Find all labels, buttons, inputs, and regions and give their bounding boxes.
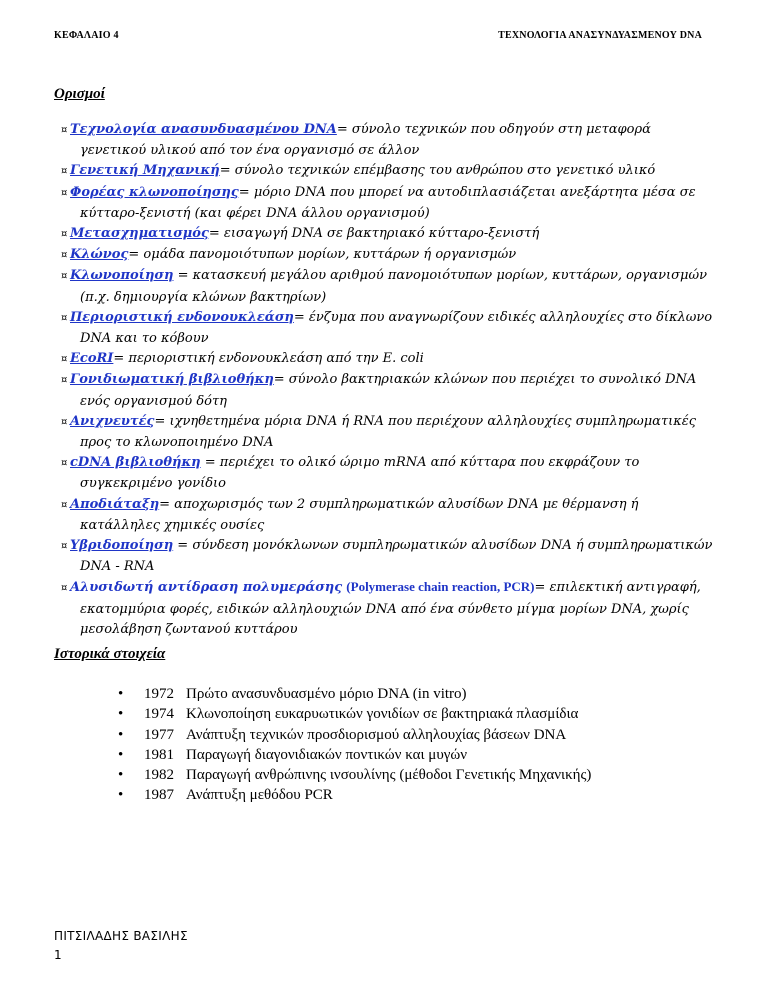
history-item	[118, 684, 591, 704]
history-item	[118, 704, 591, 724]
bullet-icon: ¤	[61, 458, 68, 470]
definition-term: Αποδιάταξη	[70, 496, 160, 512]
history-list	[118, 684, 591, 806]
history-year: 1972	[144, 686, 174, 702]
history-text: Ανάπτυξη μεθόδου PCR	[186, 787, 333, 804]
definition-item	[61, 453, 721, 494]
history-title: Ιστορικά στοιχεία	[54, 646, 166, 662]
definition-text: = σύνολο τεχνικών που οδηγούν στη μεταφορά γενετικού υλικού από τον ένα οργανισμό σε άλλον	[80, 122, 651, 159]
bullet-icon: ¤	[61, 125, 68, 136]
history-text: Ανάπτυξη τεχνικών προσδιορισμού αλληλουχίας βάσεων DNA	[186, 726, 567, 743]
definition-text: = σύνολο βακτηριακών κλώνων που περιέχει το συνολικό DNA ενός οργανισμού δότη	[80, 372, 697, 409]
definition-text: = περιέχει το ολικό ώριμο mRNA από κύτταρα που εκφράζουν το συγκεκριμένο γονίδιο	[80, 455, 640, 492]
history-year: 1974	[144, 706, 174, 723]
definition-text: = αποχωρισμός των 2 συμπληρωματικών αλυσίδων DNA με θέρμανση ή κατάλληλες χημικές ουσίες	[80, 496, 639, 533]
definition-term: Γονιδιωματική βιβλιοθήκη	[70, 372, 274, 388]
definition-term: Περιοριστική ενδονουκλεάση	[70, 309, 294, 325]
definition-item	[61, 412, 721, 453]
definition-item	[61, 183, 721, 224]
definition-item	[61, 224, 721, 245]
history-year: 1987	[144, 787, 174, 804]
history-text: Πρώτο ανασυνδυασμένο μόριο DNA (in vitro)	[186, 686, 467, 702]
bullet-icon: ¤	[61, 312, 68, 324]
footer-author: ΠΙΤΣΙΛΑΔΗΣ ΒΑΣΙΛΗΣ	[54, 929, 188, 943]
history-item	[118, 765, 591, 785]
history-text: Παραγωγή ανθρώπινης ινσουλίνης (μέθοδοι Γενετικής Μηχανικής)	[186, 767, 592, 784]
definition-term: Υβριδοποίηση	[70, 538, 174, 554]
bullet-icon: ¤	[61, 541, 68, 553]
definition-item	[61, 266, 721, 307]
definition-term: Ανιχνευτές	[70, 413, 155, 429]
definition-text: = μόριο DNA που μπορεί να αυτοδιπλασιάζεται ανεξάρτητα μέσα σε κύτταρο-ξενιστή (και φέρει DNA άλλου οργανισμού)	[80, 184, 696, 221]
definition-term-english: (Polymerase chain reaction, PCR)	[346, 579, 535, 595]
definition-text: = κατασκευή μεγάλου αριθμού πανομοιότυπων μορίων, κυττάρων, οργανισμών (π.χ. δημιουργία κλώνων βακτηρίων)	[80, 268, 707, 305]
header-subject: ΤΕΧΝΟΛΟΓΙΑ ΑΝΑΣΥΝΔΥΑΣΜΕΝΟΥ DNA	[498, 30, 702, 41]
definition-term: Φορέας κλωνοποίησης	[70, 184, 239, 200]
definition-item	[61, 161, 721, 182]
definition-item-pcr	[61, 577, 721, 640]
bullet-icon: ¤	[61, 229, 68, 241]
bullet-icon: ¤	[61, 250, 68, 262]
history-text: Κλωνοποίηση ευκαρυωτικών γονιδίων σε βακτηριακά πλασμίδια	[186, 706, 579, 723]
definition-item	[61, 120, 721, 161]
history-year: 1982	[144, 767, 174, 784]
definition-text: = σύνολο τεχνικών επέμβασης του ανθρώπου στο γενετικό υλικό	[219, 163, 656, 179]
history-item	[118, 785, 591, 805]
bullet-icon: ¤	[61, 166, 68, 178]
history-item	[118, 745, 591, 765]
definition-text: = επιλεκτική αντιγραφή, εκατομμύρια φορές, ειδικών αλληλουχιών DNA από ένα σύνθετο μίγμα μορίων DNA, χωρίς μεσολάβηση ζωντανού κυττάρου	[80, 580, 701, 637]
definition-term: Κλωνοποίηση	[70, 268, 174, 284]
definition-text: = ομάδα πανομοιότυπων μορίων, κυττάρων ή οργανισμών	[128, 247, 517, 263]
definition-term: Κλώνος	[70, 247, 129, 263]
bullet-icon: ¤	[61, 583, 68, 595]
page-number: 1	[54, 948, 62, 962]
definitions-list	[61, 120, 721, 640]
definition-item	[61, 536, 721, 577]
definition-item	[61, 495, 721, 536]
history-item	[118, 725, 591, 745]
definition-item	[61, 370, 721, 411]
definitions-title: Ορισμοί	[54, 86, 105, 102]
bullet-icon: ¤	[61, 271, 68, 283]
history-year: 1981	[144, 746, 174, 763]
definition-term: Τεχνολογία ανασυνδυασμένου DNA	[70, 122, 337, 137]
definition-item	[61, 245, 721, 266]
definition-term: Γενετική Μηχανική	[70, 163, 220, 179]
definition-text: = σύνδεση μονόκλωνων συμπληρωματικών αλυσίδων DNA ή συμπληρωματικών DNA - RNA	[80, 538, 713, 575]
definition-term: cDNA βιβλιοθήκη	[70, 455, 201, 471]
header-chapter: ΚΕΦΑΛΑΙΟ 4	[54, 30, 119, 41]
bullet-icon: ¤	[61, 187, 68, 199]
definition-term: EcoRI	[70, 351, 114, 367]
bullet-icon: ¤	[61, 375, 68, 387]
definition-text: = ιχνηθετημένα μόρια DNA ή RNA που περιέχουν αλληλουχίες συμπληρωματικές προς το κλωνοποιημένο DNA	[80, 413, 697, 451]
bullet-icon: ¤	[61, 499, 68, 511]
definition-term: Αλυσιδωτή αντίδραση πολυμεράσης	[70, 580, 343, 596]
history-year: 1977	[144, 726, 174, 743]
definition-item	[61, 349, 721, 370]
history-text: Παραγωγή διαγονιδιακών ποντικών και μυγών	[186, 746, 468, 763]
bullet-icon: ¤	[61, 354, 68, 366]
definition-term: Μετασχηματισμός	[70, 226, 209, 242]
definition-text: = εισαγωγή DNA σε βακτηριακό κύτταρο-ξενιστή	[208, 226, 540, 242]
definition-text: = ένζυμα που αναγνωρίζουν ειδικές αλληλουχίες στο δίκλωνο DNA και το κόβουν	[80, 309, 713, 347]
bullet-icon: ¤	[61, 416, 68, 428]
definition-text: = περιοριστική ενδονουκλεάση από την E. coli	[113, 351, 424, 367]
definition-item	[61, 308, 721, 349]
